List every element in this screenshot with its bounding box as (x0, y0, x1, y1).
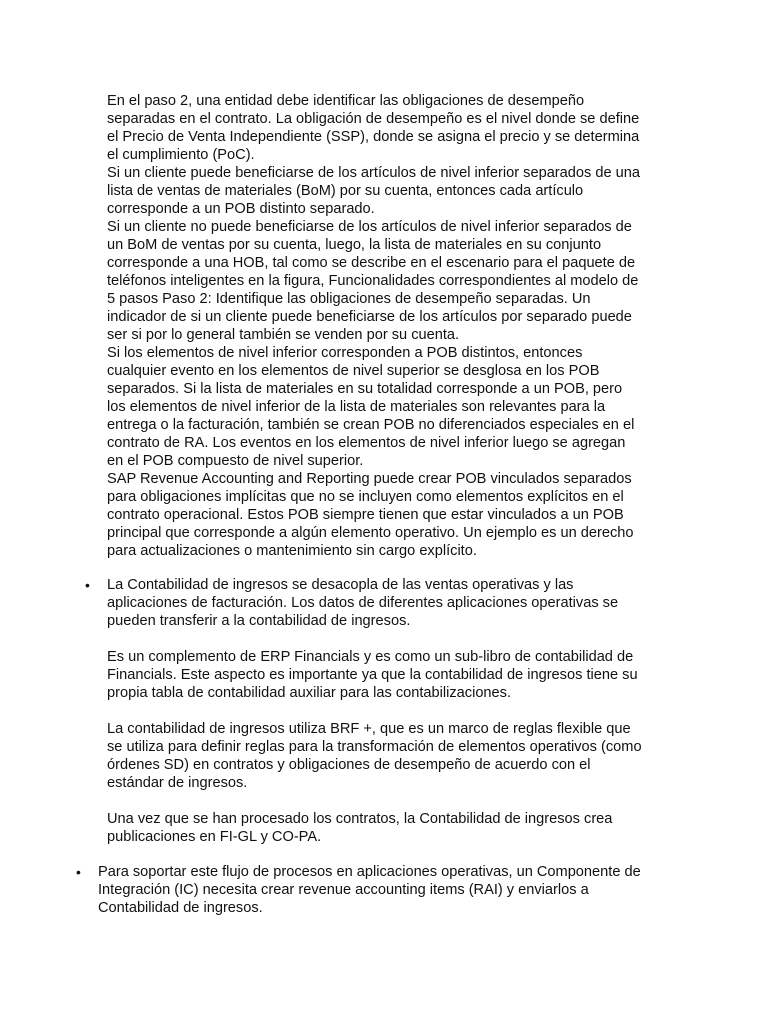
text-line: el Precio de Venta Independiente (SSP), donde se asigna el precio y se determina (107, 129, 640, 145)
text-line: Es un complemento de ERP Financials y es como un sub-libro de contabilidad de (107, 649, 634, 665)
text-line: La contabilidad de ingresos utiliza BRF +, que es un marco de reglas flexible que (107, 721, 631, 737)
text-line: La Contabilidad de ingresos se desacopla de las ventas operativas y las (107, 577, 574, 593)
text-line: Contabilidad de ingresos. (98, 900, 263, 916)
bullet-marker-2: • (76, 864, 81, 880)
text-line: pueden transferir a la contabilidad de ingresos. (107, 613, 411, 629)
text-line: lista de ventas de materiales (BoM) por su cuenta, entonces cada artículo (107, 183, 584, 199)
intro-section (107, 92, 667, 560)
paragraph (107, 810, 707, 846)
text-line: separadas en el contrato. La obligación de desempeño es el nivel donde se define (107, 111, 640, 127)
text-line: teléfonos inteligentes en la figura, Funcionalidades correspondientes al modelo de (107, 273, 639, 289)
text-line: Para soportar este flujo de procesos en aplicaciones operativas, un Componente de (98, 864, 641, 880)
text-line: para obligaciones implícitas que no se incluyen como elementos explícitos en el (107, 489, 624, 505)
bullet-item-1 (107, 576, 707, 846)
paragraph (107, 648, 707, 702)
text-line: publicaciones en FI-GL y CO-PA. (107, 829, 322, 845)
text-line: contrato de RA. Los eventos en los elementos de nivel inferior luego se agregan (107, 435, 626, 451)
text-line: corresponde a una HOB, tal como se describe en el escenario para el paquete de (107, 255, 636, 271)
text-line: estándar de ingresos. (107, 775, 248, 791)
text-line: órdenes SD) en contratos y obligaciones de desempeño de acuerdo con el (107, 757, 591, 773)
text-line: indicador de si un cliente puede beneficiarse de los artículos por separado puede (107, 309, 632, 325)
bullet-item-2 (98, 863, 698, 917)
text-line: Si los elementos de nivel inferior corresponden a POB distintos, entonces (107, 345, 583, 361)
text-line: propia tabla de contabilidad auxiliar para las contabilizaciones. (107, 685, 512, 701)
text-line: los elementos de nivel inferior de la lista de materiales son relevantes para la (107, 399, 606, 415)
text-line: En el paso 2, una entidad debe identificar las obligaciones de desempeño (107, 93, 585, 109)
text-line: Integración (IC) necesita crear revenue accounting items (RAI) y enviarlos a (98, 882, 589, 898)
text-line: Una vez que se han procesado los contratos, la Contabilidad de ingresos crea (107, 811, 613, 827)
paragraph (107, 720, 707, 792)
text-line: principal que corresponde a algún elemento operativo. Un ejemplo es un derecho (107, 525, 634, 541)
text-line: corresponde a un POB distinto separado. (107, 201, 375, 217)
text-line: en el POB compuesto de nivel superior. (107, 453, 364, 469)
text-line: Financials. Este aspecto es importante ya que la contabilidad de ingresos tiene su (107, 667, 638, 683)
text-line: 5 pasos Paso 2: Identifique las obligaciones de desempeño separadas. Un (107, 291, 591, 307)
text-line: separados. Si la lista de materiales en su totalidad corresponde a un POB, pero (107, 381, 623, 397)
text-line: se utiliza para definir reglas para la transformación de elementos operativos (como (107, 739, 642, 755)
text-line: Si un cliente no puede beneficiarse de los artículos de nivel inferior separados de (107, 219, 632, 235)
text-line: cualquier evento en los elementos de nivel superior se desglosa en los POB (107, 363, 600, 379)
text-line: ser si por lo general también se venden por su cuenta. (107, 327, 460, 343)
paragraph (107, 576, 707, 630)
text-line: para actualizaciones o mantenimiento sin cargo explícito. (107, 543, 477, 559)
text-line: entrega o la facturación, también se crean POB no diferenciados especiales en el (107, 417, 635, 433)
bullet-marker-1: • (85, 577, 90, 593)
paragraph (98, 863, 698, 917)
text-line: el cumplimiento (PoC). (107, 147, 255, 163)
text-line: un BoM de ventas por su cuenta, luego, la lista de materiales en su conjunto (107, 237, 602, 253)
text-line: SAP Revenue Accounting and Reporting puede crear POB vinculados separados (107, 471, 632, 487)
text-line: Si un cliente puede beneficiarse de los artículos de nivel inferior separados de una (107, 165, 641, 181)
text-line: contrato operacional. Estos POB siempre tienen que estar vinculados a un POB (107, 507, 624, 523)
text-line: aplicaciones de facturación. Los datos de diferentes aplicaciones operativas se (107, 595, 619, 611)
